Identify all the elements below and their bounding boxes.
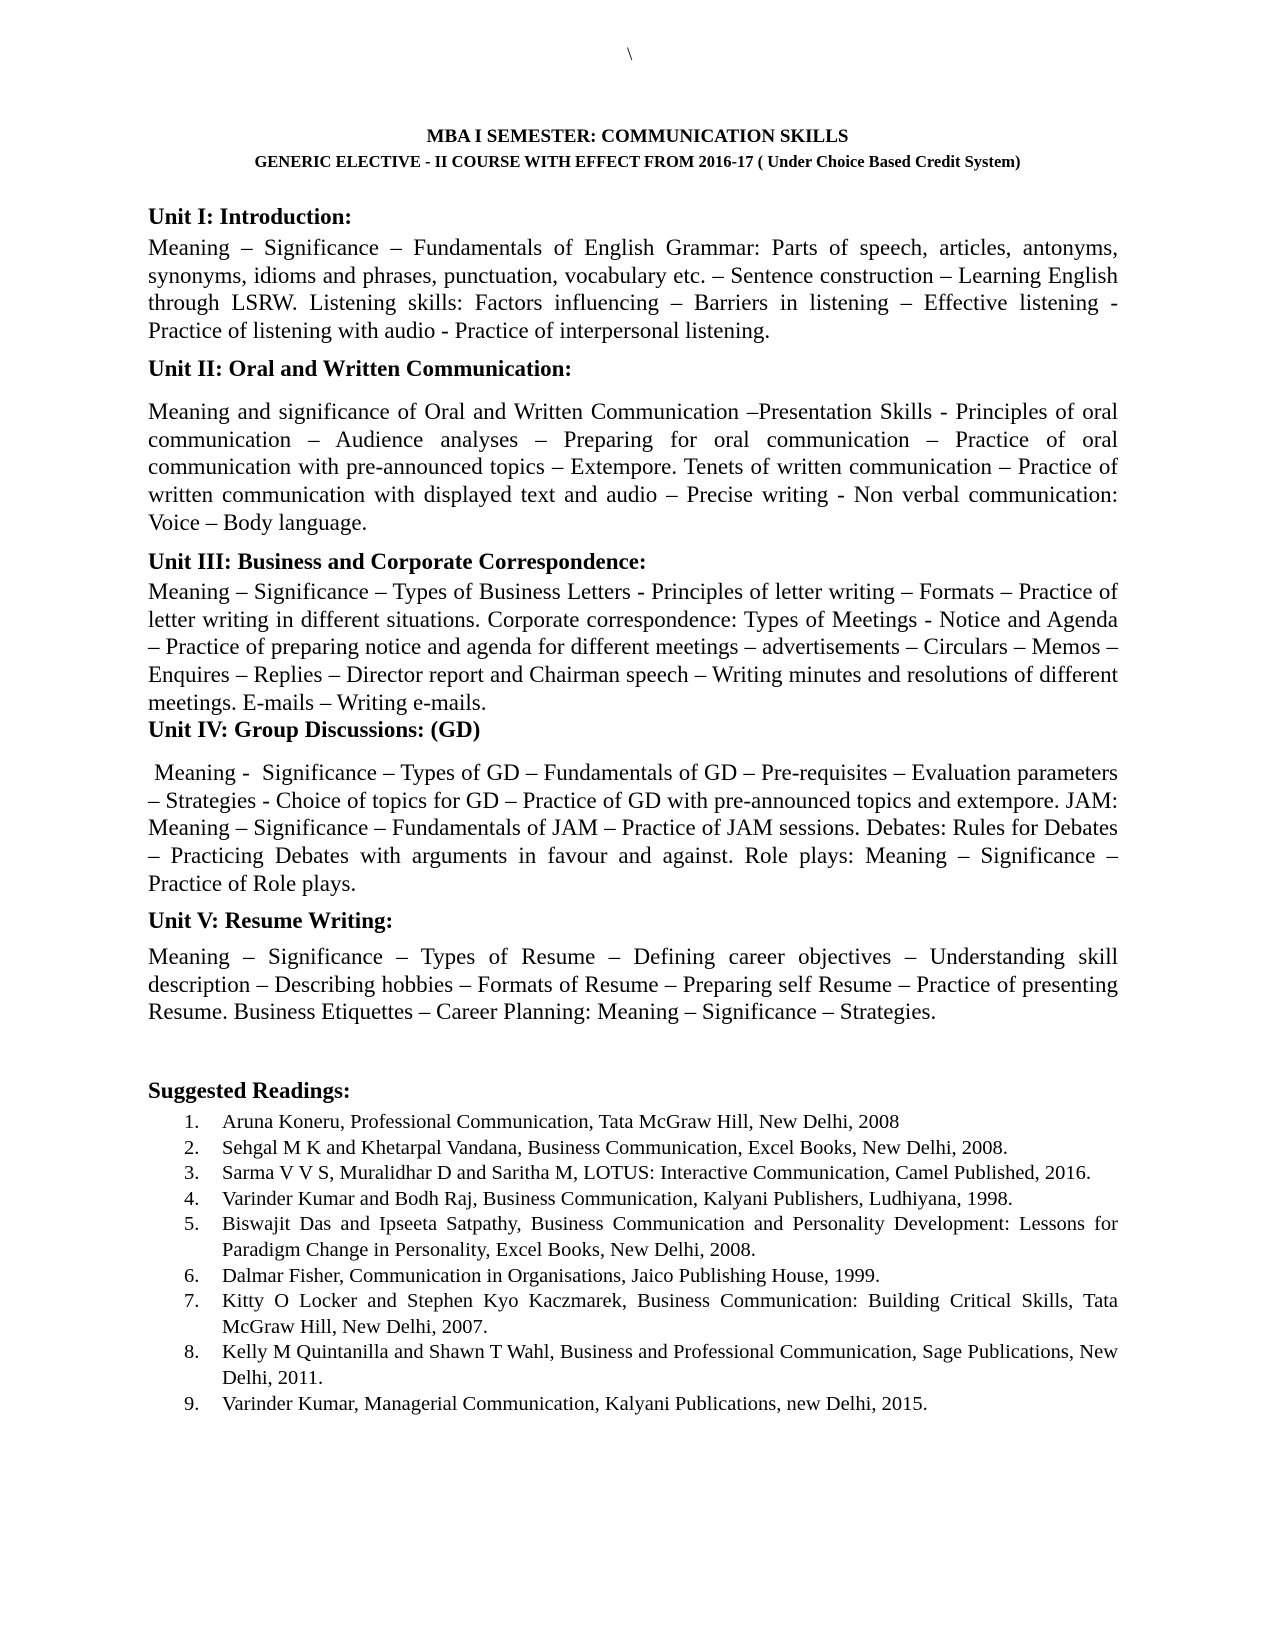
reading-text: Kitty O Locker and Stephen Kyo Kaczmarek, Business Communication: Building Critical Skills, Tata McGraw Hill, New Delhi, 2007. bbox=[222, 1290, 1118, 1338]
unit-2-heading: Unit II: Oral and Written Communication: bbox=[148, 356, 573, 381]
unit-4-heading: Unit IV: Group Discussions: (GD) bbox=[148, 717, 481, 742]
reading-text: Kelly M Quintanilla and Shawn T Wahl, Business and Professional Communication, Sage Publications, New Delhi, 2011. bbox=[222, 1341, 1118, 1389]
list-item bbox=[148, 1161, 1118, 1187]
reading-text: Sehgal M K and Khetarpal Vandana, Business Communication, Excel Books, New Delhi, 2008. bbox=[222, 1136, 1008, 1159]
unit-3-heading: Unit III: Business and Corporate Correspondence: bbox=[148, 549, 647, 574]
list-item bbox=[148, 1212, 1118, 1263]
unit-1-heading: Unit I: Introduction: bbox=[148, 204, 353, 229]
page-subtitle: GENERIC ELECTIVE - II COURSE WITH EFFECT FROM 2016-17 ( Under Choice Based Credit System) bbox=[254, 152, 1021, 171]
readings-list bbox=[148, 1110, 1118, 1417]
reading-text: Sarma V V S, Muralidhar D and Saritha M, LOTUS: Interactive Communication, Camel Published, 2016. bbox=[222, 1162, 1092, 1185]
list-item bbox=[148, 1136, 1118, 1162]
reading-text: Varinder Kumar, Managerial Communication, Kalyani Publications, new Delhi, 2015. bbox=[222, 1392, 928, 1415]
list-item bbox=[148, 1392, 1118, 1418]
list-number: 3. bbox=[184, 1162, 200, 1185]
list-item bbox=[148, 1187, 1118, 1213]
list-item bbox=[148, 1340, 1118, 1391]
unit-3-body: Meaning – Significance – Types of Business Letters - Principles of letter writing – Formats – Practice of letter writing in different situations. Corporate correspondence: Types of Meetings - Notice and Agenda – Practice of preparing notice and agenda for different meetings – advertisements – Circulars – Memos – Enquires – Replies – Director report and Chairman speech – Writing minutes and resolutions of different meetings. E-mails – Writing e-mails. bbox=[148, 579, 1118, 715]
list-item bbox=[148, 1264, 1118, 1290]
reading-text: Varinder Kumar and Bodh Raj, Business Communication, Kalyani Publishers, Ludhiyana, 1998. bbox=[222, 1187, 1013, 1210]
unit-1-body: Meaning – Significance – Fundamentals of English Grammar: Parts of speech, articles, antonyms, synonyms, idioms and phrases, punctuation, vocabulary etc. – Sentence construction – Learning English through LSRW. Listening skills: Factors influencing – Barriers in listening – Effective listening - Practice of listening with audio - Practice of interpersonal listening. bbox=[148, 235, 1118, 344]
list-number: 5. bbox=[184, 1213, 200, 1236]
list-number: 4. bbox=[184, 1187, 200, 1210]
page-title: MBA I SEMESTER: COMMUNICATION SKILLS bbox=[426, 126, 849, 147]
list-number: 7. bbox=[184, 1290, 200, 1313]
unit-2-body: Meaning and significance of Oral and Written Communication –Presentation Skills - Principles of oral communication – Audience analyses – Preparing for oral communication – Practice of oral communication with pre-announced topics – Extempore. Tenets of written communication – Practice of written communication with displayed text and audio – Precise writing - Non verbal communication: Voice – Body language. bbox=[148, 399, 1118, 535]
list-number: 2. bbox=[184, 1136, 200, 1159]
list-item bbox=[148, 1110, 1118, 1136]
unit-5-heading: Unit V: Resume Writing: bbox=[148, 908, 394, 933]
unit-5-body: Meaning – Significance – Types of Resume – Defining career objectives – Understanding skill description – Describing hobbies – Formats of Resume – Preparing self Resume – Practice of presenting Resume. Business Etiquettes – Career Planning: Meaning – Significance – Strategies. bbox=[148, 944, 1118, 1025]
list-item bbox=[148, 1289, 1118, 1340]
unit-4-body: Meaning - Significance – Types of GD – Fundamentals of GD – Pre-requisites – Evaluation parameters – Strategies - Choice of topics for GD – Practice of GD with pre-announced topics and extempore. JAM: Meaning – Significance – Fundamentals of JAM – Practice of JAM sessions. Debates: Rules for Debates – Practicing Debates with arguments in favour and against. Role plays: Meaning – Significance – Practice of Role plays. bbox=[148, 760, 1124, 896]
reading-text: Biswajit Das and Ipseeta Satpathy, Business Communication and Personality Development: Lessons for Paradigm Change in Personality, Excel Books, New Delhi, 2008. bbox=[222, 1213, 1118, 1261]
reading-text: Aruna Koneru, Professional Communication, Tata McGraw Hill, New Delhi, 2008 bbox=[222, 1111, 900, 1133]
list-number: 9. bbox=[184, 1392, 200, 1415]
list-number: 8. bbox=[184, 1341, 200, 1364]
list-number: 1. bbox=[184, 1111, 200, 1133]
list-number: 6. bbox=[184, 1264, 200, 1287]
suggested-readings-heading: Suggested Readings: bbox=[148, 1078, 351, 1103]
reading-text: Dalmar Fisher, Communication in Organisations, Jaico Publishing House, 1999. bbox=[222, 1264, 881, 1287]
corner-mark: \ bbox=[627, 44, 633, 65]
